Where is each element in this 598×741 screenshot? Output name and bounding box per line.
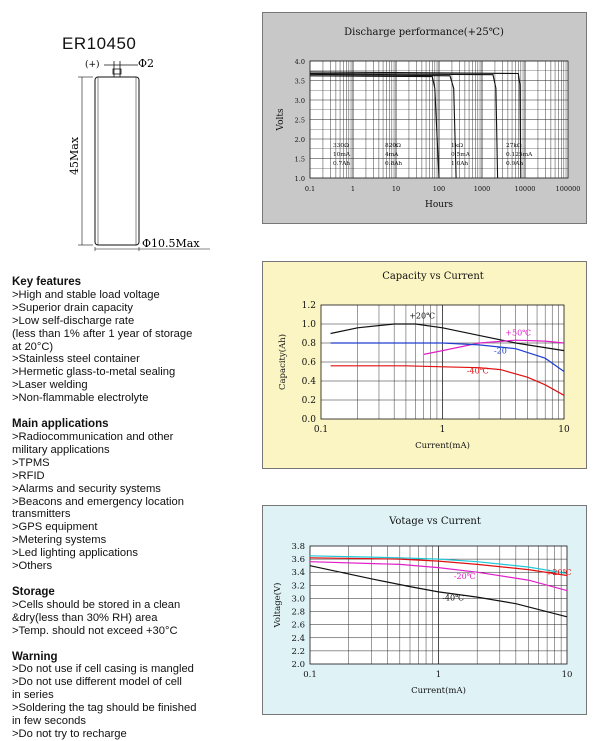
x-tick-label: 10 [561, 670, 573, 680]
x-tick-label: 1000 [473, 185, 491, 193]
table-cell: 330Ω [333, 143, 349, 149]
y-tick-label: 2.5 [294, 116, 305, 125]
voltage-chart [263, 506, 586, 714]
spec-text-column [12, 276, 262, 741]
table-cell: 0.5mA [451, 152, 470, 158]
y-tick-label: 2.0 [294, 136, 305, 144]
section-line: in few seconds [12, 715, 87, 728]
table-cell: 0.125mA [506, 152, 533, 158]
series-label: -40℃ [442, 593, 465, 603]
y-tick-label: 3.5 [294, 77, 305, 86]
y-axis-label: Voltage(V) [273, 582, 283, 628]
y-tick-label: 3.0 [291, 594, 305, 605]
x-axis-label: Current(mA) [415, 441, 470, 451]
section-line: >TPMS [12, 456, 50, 469]
y-tick-label: 2.2 [291, 646, 305, 657]
plus-label: (+) [85, 60, 100, 70]
section-line: in series [12, 689, 54, 702]
y-tick-label: 3.4 [291, 568, 305, 579]
section-title: Main applications [12, 418, 109, 431]
section-line: transmitters [12, 508, 71, 521]
table-cell: 10mA [333, 152, 351, 158]
y-tick-label: 2.4 [291, 633, 305, 644]
y-tick-label: 1.0 [301, 320, 316, 330]
section-line: >Metering systems [12, 534, 107, 547]
series-label: +20℃ [409, 311, 436, 321]
section-line: >Do not use if cell casing is mangled [12, 663, 194, 676]
capacity-chart-panel [262, 261, 587, 469]
section-line: >Alarms and security systems [12, 482, 161, 495]
cell-drawing [60, 55, 210, 255]
section-line: >Low self-discharge rate [12, 314, 135, 327]
table-cell: 0.7Ah [333, 161, 351, 167]
section-line: >Others [12, 560, 53, 573]
table-cell: 27kΩ [506, 143, 522, 149]
section-line: military applications [12, 443, 110, 456]
y-tick-label: 3.0 [294, 97, 305, 105]
section-line: >Soldering the tag should be finished [12, 702, 197, 715]
table-cell: 0.9Ah [506, 161, 524, 167]
section-title: Storage [12, 585, 55, 598]
series-label: -20 [494, 346, 507, 356]
series-label: +50℃ [505, 328, 532, 338]
series-label: -20℃ [453, 571, 476, 581]
y-tick-label: 0.0 [301, 415, 316, 425]
x-tick-label: 1 [435, 670, 442, 680]
section-line: (less than 1% after 1 year of storage [12, 327, 193, 340]
capacity-chart [263, 262, 586, 468]
y-tick-label: 0.2 [301, 396, 316, 406]
y-tick-label: 2.6 [291, 620, 305, 631]
chart-title: Votage vs Current [389, 516, 481, 527]
y-tick-label: 1.0 [294, 175, 305, 183]
y-tick-label: 3.8 [291, 542, 305, 552]
section-line: >RFID [12, 469, 45, 482]
x-tick-label: 10 [558, 425, 570, 435]
table-cell: 0.8Ah [385, 161, 403, 167]
table-cell: 4mA [385, 152, 399, 158]
tab-diameter-label: Φ2 [138, 57, 155, 70]
x-tick-label: 0.1 [304, 185, 316, 193]
y-axis-label: Capacity(Ah) [278, 333, 288, 391]
y-tick-label: 2.8 [291, 607, 305, 618]
section-line: >Temp. should not exceed +30°C [12, 624, 178, 637]
voltage-chart-panel [262, 505, 587, 715]
x-axis-label: Current(mA) [411, 686, 466, 696]
x-tick-label: 0.1 [303, 670, 317, 680]
x-tick-label: 10 [391, 185, 401, 193]
section-line: >Radiocommunication and other [12, 430, 174, 443]
y-tick-label: 0.6 [301, 358, 316, 368]
y-axis-label: Volts [276, 108, 286, 131]
x-tick-label: 1 [350, 185, 356, 193]
y-tick-label: 1.5 [294, 155, 305, 164]
section-line: >Do not use different model of cell [12, 676, 182, 689]
chart-title: Discharge performance(+25℃) [344, 27, 504, 38]
section-line: >Hermetic glass-to-metal sealing [12, 366, 176, 379]
section-line: >GPS equipment [12, 521, 98, 534]
section-title: Warning [12, 650, 58, 663]
table-cell: 1kΩ [451, 143, 464, 149]
y-tick-label: 0.8 [301, 339, 316, 349]
section-line: >Superior drain capacity [12, 301, 133, 314]
section-line: at 20°C) [12, 340, 54, 353]
section-line: >Laser welding [12, 379, 88, 392]
x-tick-label: 0.1 [313, 425, 329, 435]
diameter-label: Φ10.5Max [142, 237, 200, 250]
x-tick-label: 100000 [555, 185, 581, 193]
series-label: +20℃ [545, 567, 572, 577]
section-title: Key features [12, 276, 82, 288]
section-line: >Do not try to recharge [12, 728, 127, 740]
y-tick-label: 4.0 [294, 58, 305, 66]
y-tick-label: 3.2 [291, 581, 305, 592]
y-tick-label: 2.0 [291, 660, 305, 670]
section-line: >Cells should be stored in a clean [12, 598, 181, 611]
x-tick-label: 1 [439, 425, 446, 435]
discharge-chart [263, 13, 586, 223]
y-tick-label: 0.4 [301, 377, 316, 387]
section-line: >Non-flammable electrolyte [12, 392, 149, 405]
table-cell: 820Ω [385, 143, 401, 149]
section-line: >Led lighting applications [12, 547, 138, 560]
section-line: >Stainless steel container [12, 353, 140, 366]
series-label: -40℃ [466, 366, 489, 376]
y-tick-label: 3.6 [291, 555, 305, 566]
x-tick-label: 10000 [514, 185, 536, 193]
table-cell: 1.0Ah [451, 161, 469, 167]
discharge-chart-panel [262, 12, 587, 224]
height-label: 45Max [68, 136, 81, 175]
section-line: >Beacons and emergency location [12, 495, 184, 508]
section-line: >High and stable load voltage [12, 288, 160, 301]
x-axis-label: Hours [425, 200, 453, 210]
x-tick-label: 100 [432, 185, 446, 193]
chart-title: Capacity vs Current [382, 271, 484, 282]
y-tick-label: 1.2 [301, 301, 316, 311]
model-title: ER10450 [62, 34, 137, 53]
section-line: &dry(less than 30% RH) area [12, 611, 158, 624]
